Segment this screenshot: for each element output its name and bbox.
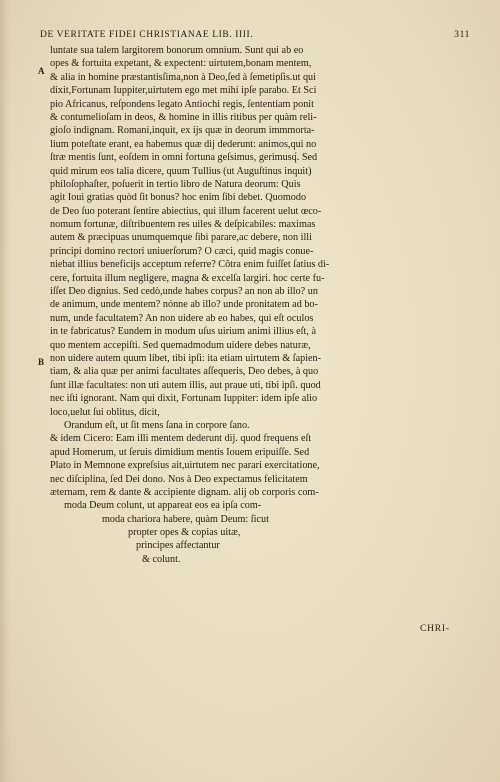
text-line: nomum fortunæ, diſtribuentem res uiles & deſpicabiles: maximas [50,219,316,231]
text-line: quid mirum eos talia dicere, quum Tullius (ut Auguſtinus inquit) [50,165,312,177]
text-line: in te fabricatus? Eundem in modum uſus uirium animi illius eſt, à [50,326,316,338]
text-line: non uidere autem quum libet, tibi ipſi: ita etiam uirtutem & ſapien- [50,352,322,364]
text-line: tiam, & alia quæ per animi facultates aſſequeris, Deo debes, à quo [50,366,319,378]
text-line: principes affectantur [136,540,220,552]
margin-marker-a: A [38,66,45,76]
text-line: niebat illius beneficijs acceptum referre? Cõtra enim fuiſſet ſatius di- [50,259,330,271]
text-line: & alia in homine præstantisſima,non à Deo,ſed à ſemetipſis.ut qui [50,71,316,83]
text-line: ſtræ mentis ſunt, eoſdem in omni fortuna geſsimus, gerimusq́. Sed [50,152,318,164]
text-line: luntate sua talem largitorem bonorum omnium. Sunt qui ab eo [50,45,304,56]
text-line: & contumelioſam in deos, & homine in illis ritibus per quàm reli- [50,111,317,123]
text-line: philoſophaſter, poſuerit in tertio libro de Natura deorum: Quis [50,178,301,190]
text-line: dixit,Fortunam Iuppiter,uirtutem ego met mihi ipſe parabo. Et Sci [50,85,317,97]
text-line: autem & præcipuas unumquemque ſibi parare,ac debere, non illi [50,232,312,244]
text-line: cere, fortuita illum negligere, magna & excelſa largiri. hoc certe fu- [50,272,325,284]
page-edge-shadow [0,0,10,782]
catchword: CHRI- [420,624,450,634]
text-line: moda chariora habere, quàm Deum: ſicut [102,513,269,525]
text-line: æternam, rem & dante & accipiente dignam. alij ob corporis com- [50,486,319,498]
text-line: nec diſciplina, ſed Dei dono. Nos à Deo expectamus felicitatem [50,473,308,485]
margin-marker-b: B [38,357,45,367]
text-line: iſſet Deo dignius. Sed cedò,unde habes corpus? an non ab illo? un [50,286,318,298]
text-line: & colunt. [142,553,181,565]
running-head-title: DE VERITATE FIDEI CHRISTIANAE LIB. IIII. [40,30,254,40]
text-line: agit Ioui gratias quòd ſit bonus? hoc enim ſibi debet. Quomodo [50,192,307,204]
verse-line: Orandum eſt, ut ſit mens ſana in corpore ſano. [64,419,250,431]
text-line: moda Deum colunt, ut appareat eos ea ipſa com- [64,500,262,512]
text-line: nec iſti ignorant. Nam qui dixit, Fortunam Iuppiter: idem ipſe alio [50,393,318,405]
text-line: lium poteſtate erant, ea habemus quæ dij dederunt: animos,qui no [50,138,317,150]
text-line: principi domino rectori uniuerſorum? O cæci, quid magis conue- [50,245,314,257]
text-line: de Deo ſuo poterant ſentire abiectius, qui illum facerent uelut œco- [50,205,322,217]
text-line: gioſo indignam. Romani,inquit, ex ijs quæ in deorum immmorta- [50,125,315,137]
text-line: opes & fortuita expetant, & expectent: uirtutem,bonam mentem, [50,58,312,70]
text-line: pio Africanus, reſpondens legato Antiochi regis, ſententiam ponit [50,98,314,110]
text-line: de animum, unde mentem? nónne ab illo? unde pronitatem ad bo- [50,299,318,311]
text-line: quo mentem accepiſti. Sed quemadmodum uidere debes naturæ, [50,339,311,351]
running-head [40,30,470,40]
text-line: loco,uelut ſui oblitus, dicit, [50,406,160,418]
text-line: ſunt illæ facultates: non uti autem illis, aut praue uti, tibi ipſi. quod [50,379,321,391]
text-line: propter opes & copias uitæ, [128,527,241,539]
body-text [50,44,460,566]
text-line: num, unde facultatem? An non uidere ab eo habes, qui eſt oculos [50,312,314,324]
text-line: & idem Cicero: Eam illi mentem dederunt dij. quod frequens eſt [50,433,312,445]
folio-number: 311 [454,30,470,40]
text-line: apud Homerum, ut ſeruis dimidium mentis Iouem eripuiſſe. Sed [50,446,310,458]
text-line: Plato in Memnone expreſsius ait,uirtutem nec parari exercitatione, [50,460,320,472]
